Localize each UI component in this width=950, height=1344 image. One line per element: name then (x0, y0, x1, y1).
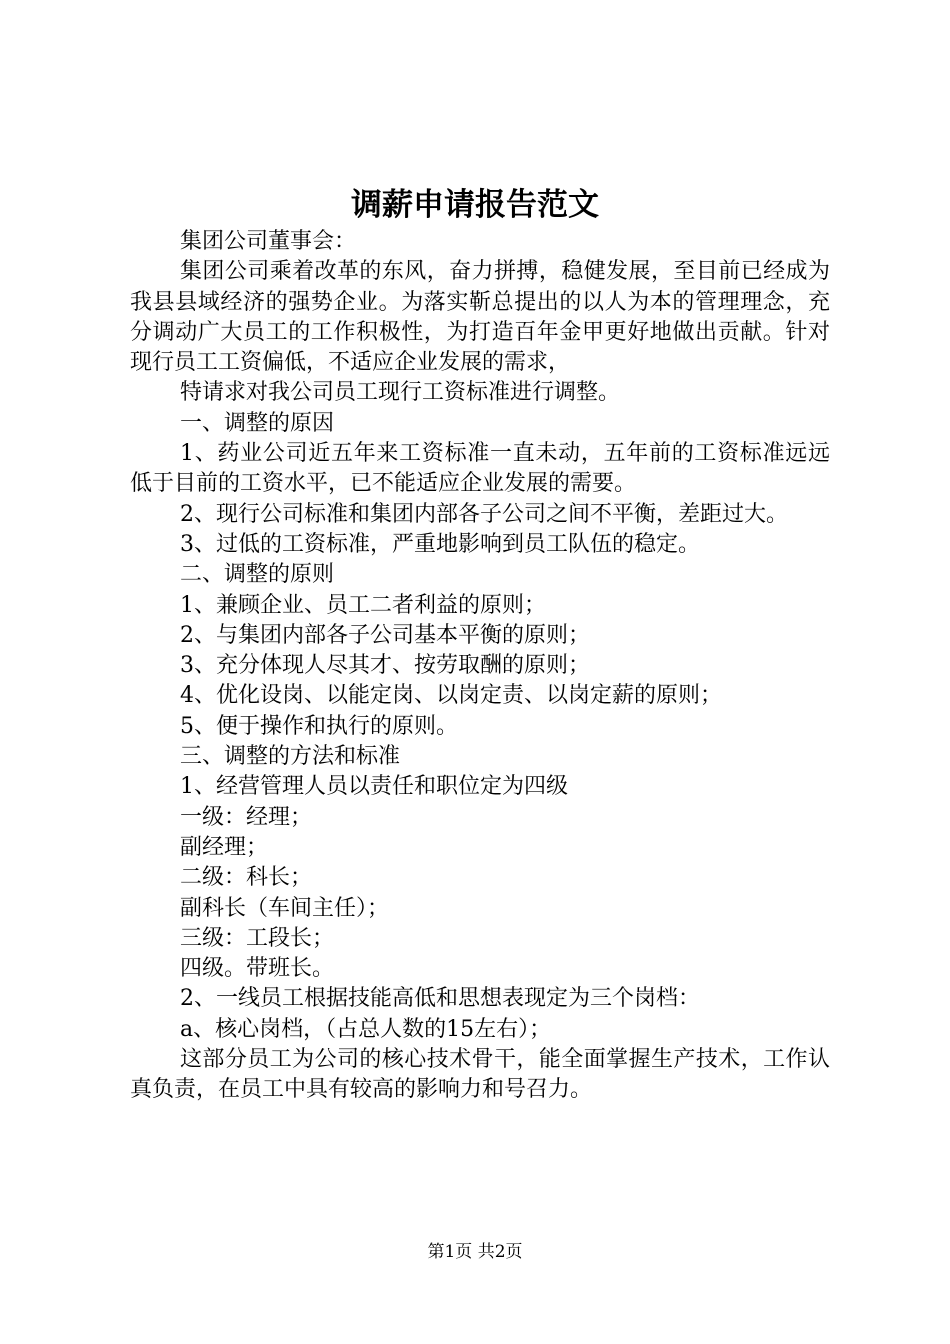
method-item: 1、经营管理人员以责任和职位定为四级 (180, 774, 568, 800)
page-footer: 第1页 共2页 (427, 1242, 523, 1262)
level-line: 二级：科长； (180, 865, 313, 891)
principle-item: 5、便于操作和执行的原则。 (180, 713, 458, 739)
section-heading-principles: 二、调整的原则 (180, 562, 335, 588)
salutation: 集团公司董事会： (180, 229, 357, 254)
principle-item: 2、与集团内部各子公司基本平衡的原则； (180, 622, 590, 648)
level-line: 三级：工段长； (180, 925, 335, 951)
document-body (130, 227, 830, 1106)
level-line: 副经理； (180, 834, 269, 860)
principle-item: 3、充分体现人尽其才、按劳取酬的原则； (180, 653, 590, 679)
method-item: 2、一线员工根据技能高低和思想表现定为三个岗档： (180, 986, 700, 1012)
section-heading-methods: 三、调整的方法和标准 (180, 744, 401, 770)
level-line: 副科长（车间主任）； (180, 895, 390, 921)
intro-paragraph: 集团公司乘着改革的东风，奋力拼搏，稳健发展，至目前已经成为我县县域经济的强势企业。为落实靳总提出的以人为本的管理理念，充分调动广大员工的工作积极性，为打造百年金甲更好地做出贡献。针对现行员工工资偏低，不适应企业发展的需求， (130, 259, 830, 376)
tier-description: 这部分员工为公司的核心技术骨干，能全面掌握生产技术，工作认真负责，在员工中具有较高的影响力和号召力。 (130, 1047, 830, 1103)
reason-item: 3、过低的工资标准，严重地影响到员工队伍的稳定。 (180, 531, 700, 557)
level-line: 一级：经理； (180, 804, 313, 830)
section-heading-reasons: 一、调整的原因 (180, 410, 335, 436)
level-line: 四级。带班长。 (180, 956, 335, 982)
request-paragraph: 特请求对我公司员工现行工资标准进行调整。 (180, 380, 621, 406)
tier-line: a、核心岗档，（占总人数的15左右）； (180, 1016, 552, 1042)
reason-item: 2、现行公司标准和集团内部各子公司之间不平衡，差距过大。 (180, 501, 788, 527)
principle-item: 4、优化设岗、以能定岗、以岗定责、以岗定薪的原则； (180, 683, 722, 709)
document-title: 调薪申请报告范文 (351, 187, 599, 223)
reason-item: 1、药业公司近五年来工资标准一直未动，五年前的工资标准远远低于目前的工资水平，已不能适应企业发展的需要。 (130, 441, 830, 497)
principle-item: 1、兼顾企业、员工二者利益的原则； (180, 592, 546, 618)
